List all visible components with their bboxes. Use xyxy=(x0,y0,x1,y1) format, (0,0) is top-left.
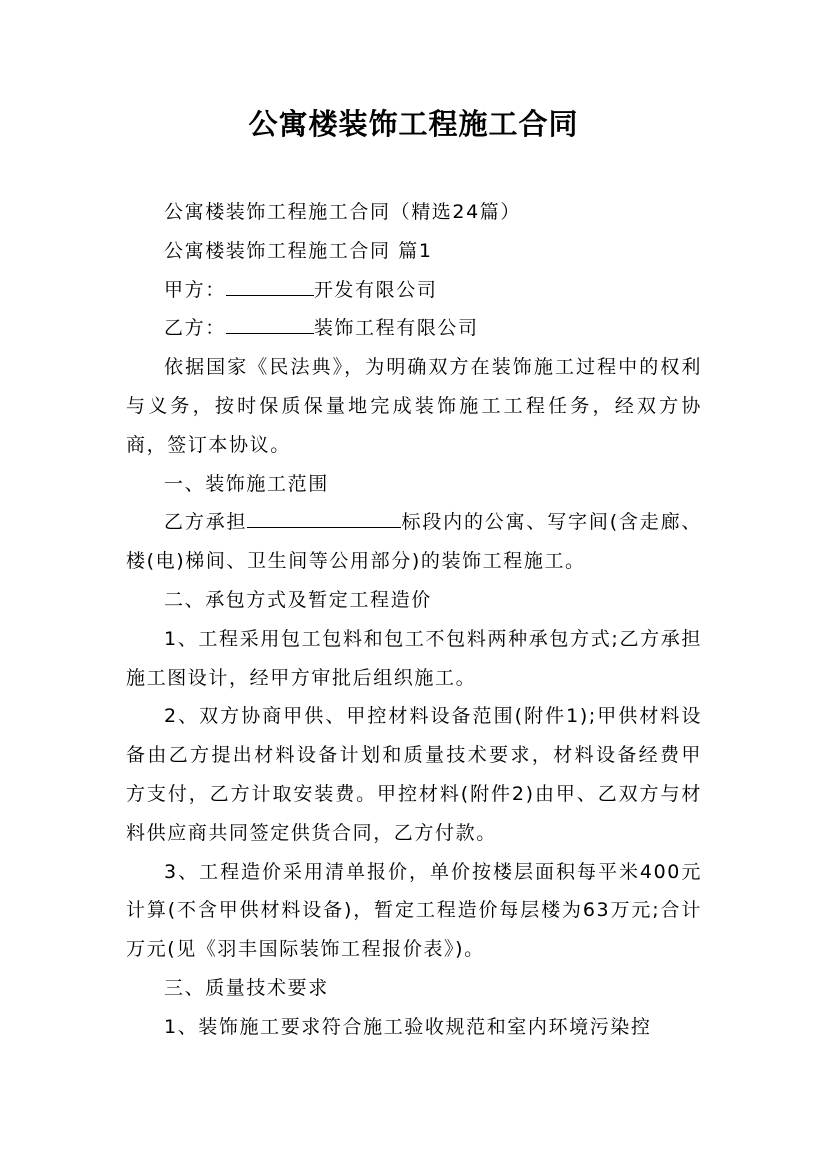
section-1-text-after: 标段内的公寓、写字间(含走廊、楼(电)梯间、卫生间等公用部分)的装饰工程施工。 xyxy=(126,511,702,573)
subtitle: 公寓楼装饰工程施工合同（精选24篇） xyxy=(164,201,521,223)
party-a-blank xyxy=(226,275,314,296)
section-1-paragraph xyxy=(126,503,702,581)
section-3-item-1: 1、装饰施工要求符合施工验收规范和室内环境污染控 xyxy=(164,1015,652,1038)
party-b-suffix: 装饰工程有限公司 xyxy=(313,317,479,340)
document-title: 公寓楼装饰工程施工合同 xyxy=(248,107,579,141)
chapter-heading: 公寓楼装饰工程施工合同 篇1 xyxy=(164,239,433,262)
party-b-line xyxy=(126,309,702,348)
party-b-label: 乙方： xyxy=(164,317,226,340)
section-2-item-2: 2、双方协商甲供、甲控材料设备范围(附件1);甲供材料设备由乙方提出材料设备计划和质量技术要求，材料设备经费甲方支付，乙方计取安装费。甲控材料(附件2)由甲、乙双方与材料供应商共同签定供货合同，乙方付款。 xyxy=(126,705,702,844)
party-a-label: 甲方： xyxy=(164,278,226,301)
section-2-item-3: 3、工程造价采用清单报价，单价按楼层面积每平米400元计算(不含甲供材料设备)，暂定工程造价每层楼为63万元;合计万元(见《羽丰国际装饰工程报价表》)。 xyxy=(126,860,702,961)
party-b-blank xyxy=(226,313,314,334)
section-1-heading: 一、装饰施工范围 xyxy=(164,472,329,495)
section-2-heading: 二、承包方式及暂定工程造价 xyxy=(164,588,432,611)
document-body xyxy=(126,193,702,1047)
section-1-text-before: 乙方承担 xyxy=(164,511,248,534)
party-a-line xyxy=(126,271,702,310)
section-1-blank xyxy=(247,507,401,528)
intro-paragraph: 依据国家《民法典》，为明确双方在装饰施工过程中的权利与义务，按时保质保量地完成装饰施工工程任务，经双方协商，签订本协议。 xyxy=(126,356,702,456)
party-a-suffix: 开发有限公司 xyxy=(313,278,438,301)
section-3-heading: 三、质量技术要求 xyxy=(164,976,329,999)
section-2-item-1: 1、工程采用包工包料和包工不包料两种承包方式;乙方承担施工图设计，经甲方审批后组织施工。 xyxy=(126,627,702,689)
